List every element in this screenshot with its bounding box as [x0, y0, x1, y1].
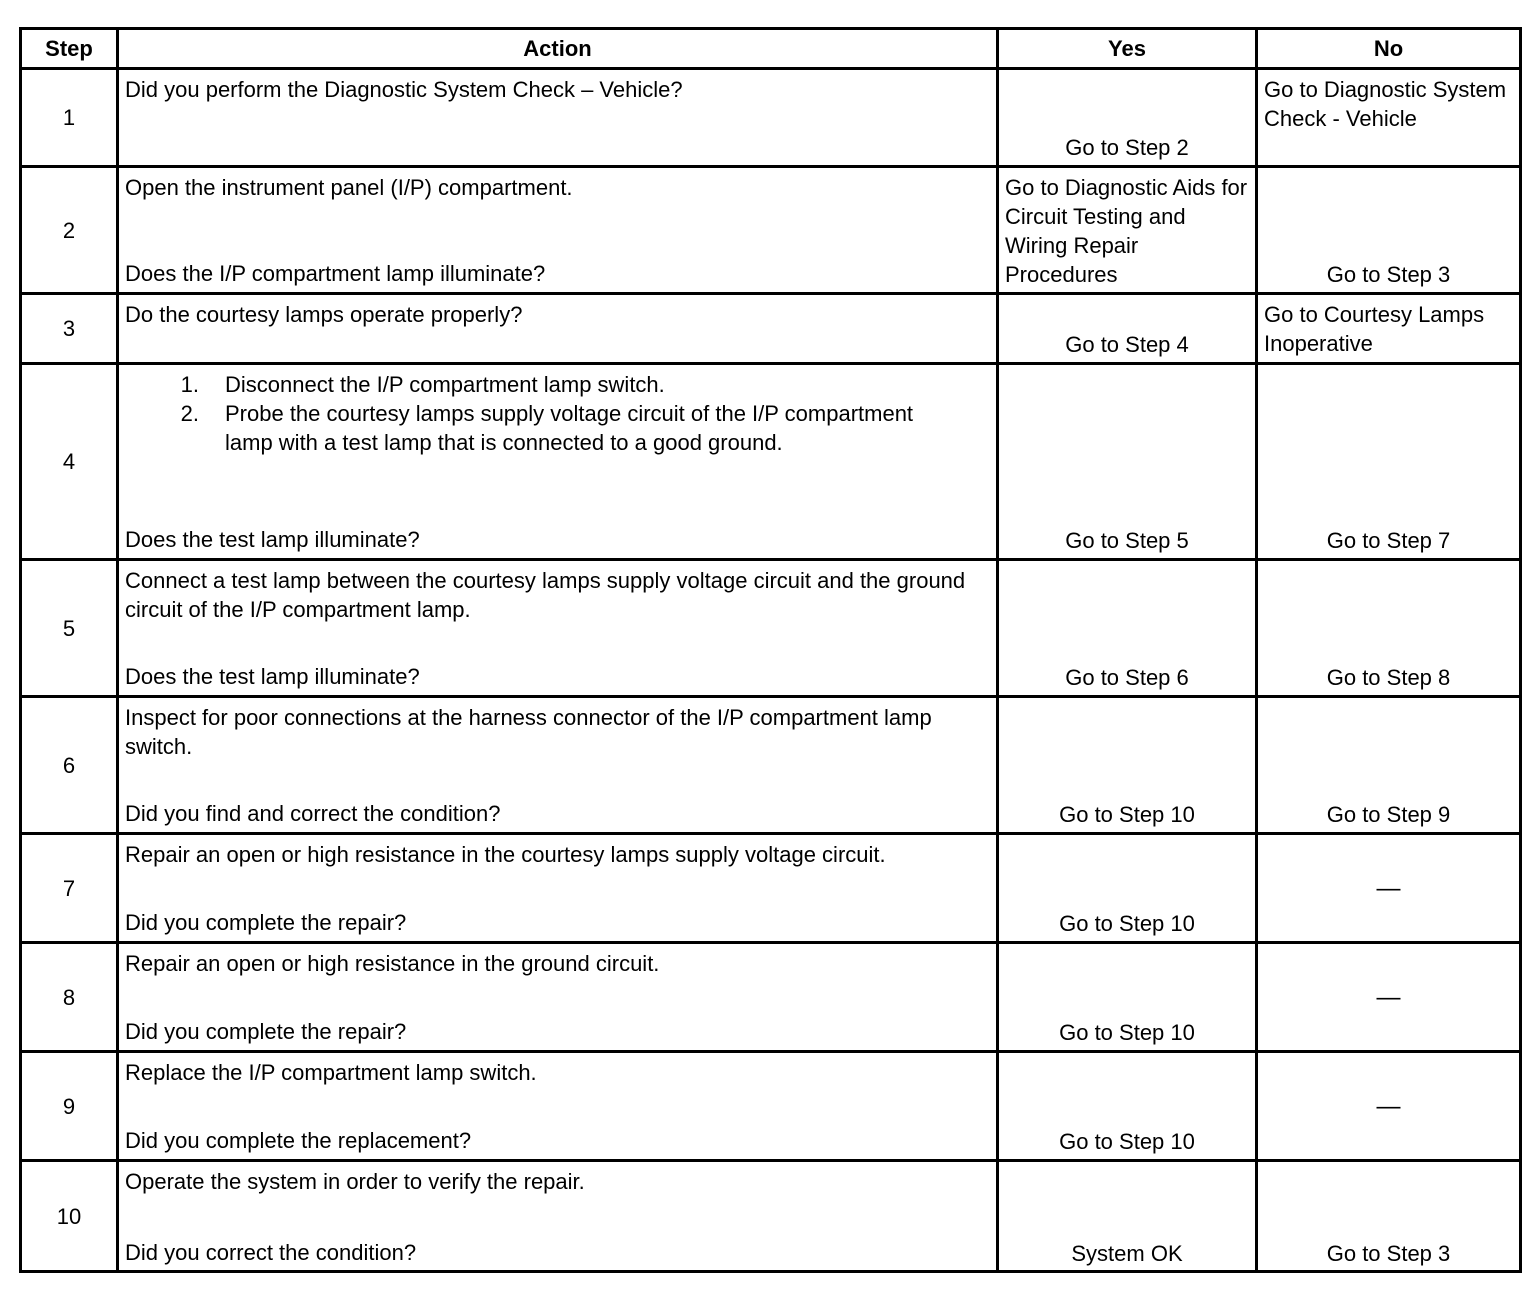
action-question: Does the test lamp illuminate?	[125, 664, 420, 689]
no-cell: —	[1258, 944, 1519, 1053]
list-item	[125, 370, 990, 399]
no-cell: Go to Step 8	[1258, 561, 1519, 698]
step-number: 10	[22, 1162, 119, 1271]
action-step-list	[125, 370, 990, 457]
action-cell	[119, 944, 999, 1053]
yes-cell: Go to Diagnostic Aids for Circuit Testing and Wiring Repair Procedures	[999, 168, 1258, 295]
step-number: 5	[22, 561, 119, 698]
yes-cell: Go to Step 10	[999, 944, 1258, 1053]
action-question: Did you complete the repair?	[125, 1019, 407, 1044]
action-cell	[119, 1053, 999, 1162]
step-number: 4	[22, 365, 119, 561]
step-number: 7	[22, 835, 119, 944]
no-cell: Go to Diagnostic System Check - Vehicle	[1258, 70, 1519, 168]
yes-cell: Go to Step 4	[999, 295, 1258, 365]
list-item-text: Probe the courtesy lamps supply voltage circuit of the I/P compartment lamp with a test lamp that is connected to a good ground.	[225, 401, 914, 455]
action-question: Did you complete the replacement?	[125, 1128, 472, 1153]
list-item-text: Disconnect the I/P compartment lamp switch.	[225, 372, 665, 397]
no-cell: Go to Step 3	[1326, 1241, 1451, 1266]
step-number: 2	[22, 168, 119, 295]
action-text: Inspect for poor connections at the harness connector of the I/P compartment lamp switch.	[125, 705, 932, 759]
step-number: 8	[22, 944, 119, 1053]
action-question: Does the test lamp illuminate?	[125, 527, 420, 552]
action-cell	[119, 365, 999, 561]
no-cell: —	[1258, 835, 1519, 944]
action-text: Repair an open or high resistance in the ground circuit.	[125, 951, 660, 976]
step-number: 1	[22, 70, 119, 168]
action-question: Did you complete the repair?	[125, 910, 407, 935]
action-question: Did you correct the condition?	[125, 1240, 417, 1265]
action-question: Did you find and correct the condition?	[125, 801, 501, 826]
yes-cell: Go to Step 10	[999, 698, 1258, 835]
header-step: Step	[22, 30, 119, 70]
list-item-number: 2.	[180, 401, 199, 426]
action-question: Does the I/P compartment lamp illuminate?	[125, 261, 546, 286]
step-number: 6	[22, 698, 119, 835]
list-item-number: 1.	[180, 372, 199, 397]
action-text: Did you perform the Diagnostic System Check – Vehicle?	[125, 77, 683, 102]
no-cell: Go to Step 9	[1258, 698, 1519, 835]
action-cell	[119, 295, 999, 365]
list-item	[125, 399, 990, 457]
yes-cell: Go to Step 6	[999, 561, 1258, 698]
step-number: 9	[22, 1053, 119, 1162]
step-number: 3	[22, 295, 119, 365]
no-cell: —	[1258, 1053, 1519, 1162]
diagnostic-table	[19, 27, 1522, 1273]
header-action: Action	[119, 30, 999, 70]
action-cell	[119, 561, 999, 698]
yes-cell: Go to Step 10	[999, 1053, 1258, 1162]
yes-cell: Go to Step 10	[999, 835, 1258, 944]
action-text: Open the instrument panel (I/P) compartment.	[125, 175, 573, 200]
action-cell	[119, 835, 999, 944]
action-text: Do the courtesy lamps operate properly?	[125, 302, 523, 327]
action-cell	[119, 70, 999, 168]
header-yes: Yes	[999, 30, 1258, 70]
action-cell	[119, 698, 999, 835]
action-cell	[119, 1162, 999, 1271]
action-cell	[119, 168, 999, 295]
action-text: Replace the I/P compartment lamp switch.	[125, 1060, 537, 1085]
no-cell: Go to Courtesy Lamps Inoperative	[1258, 295, 1519, 365]
yes-cell: Go to Step 5	[999, 365, 1258, 561]
yes-cell: System OK	[999, 1162, 1258, 1271]
action-text: Repair an open or high resistance in the courtesy lamps supply voltage circuit.	[125, 842, 886, 867]
action-text: Connect a test lamp between the courtesy lamps supply voltage circuit and the ground circuit of the I/P compartment lamp.	[125, 568, 966, 622]
action-text: Operate the system in order to verify the repair.	[125, 1169, 585, 1194]
header-no: No	[1258, 30, 1519, 70]
no-cell: Go to Step 7	[1258, 365, 1519, 561]
yes-cell: Go to Step 2	[999, 70, 1258, 168]
no-cell: Go to Step 3	[1258, 168, 1519, 295]
